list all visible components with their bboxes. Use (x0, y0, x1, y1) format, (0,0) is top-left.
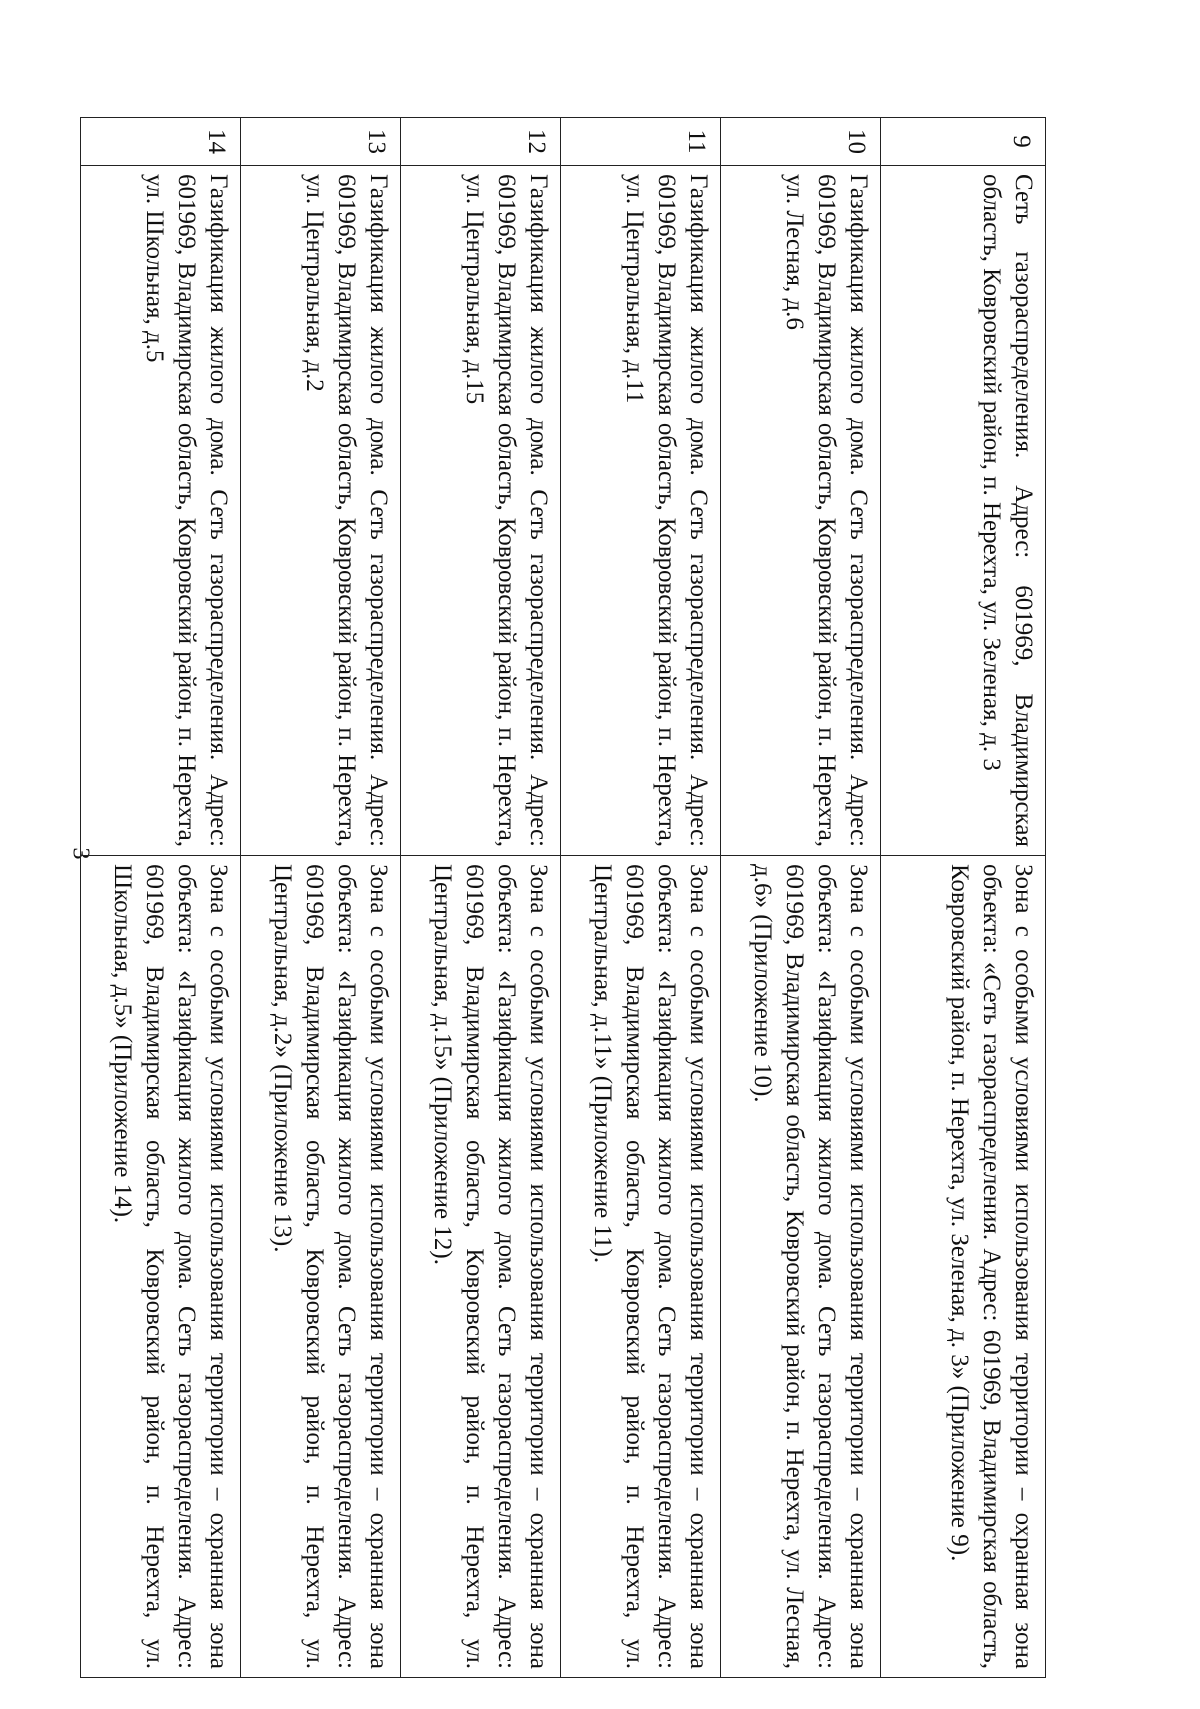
zones-table (80, 117, 1046, 1678)
object-description: Газификация жилого дома. Сеть газораспределения. Адрес: 601969, Владимирская область, Ковровский район, п. Нерехта, ул. Центральная, д.11 (561, 166, 721, 856)
table-row (881, 118, 1046, 1678)
row-number: 9 (881, 118, 1046, 166)
table-row (241, 118, 401, 1678)
page-number: 3 (67, 847, 94, 860)
object-description: Газификация жилого дома. Сеть газораспределения. Адрес: 601969, Владимирская область, Ковровский район, п. Нерехта, ул. Центральная, д.15 (401, 166, 561, 856)
row-number: 10 (721, 118, 881, 166)
zone-description: Зона с особыми условиями использования территории – охранная зона объекта: «Газификация жилого дома. Сеть газораспределения. Адрес: 601969, Владимирская область, Ковровский район, п. Нерехта, ул. Школьная, д.5» (Приложение 14). (81, 856, 241, 1678)
object-description: Газификация жилого дома. Сеть газораспределения. Адрес: 601969, Владимирская область, Ковровский район, п. Нерехта, ул. Центральная, д.2 (241, 166, 401, 856)
zone-description: Зона с особыми условиями использования территории – охранная зона объекта: «Газификация жилого дома. Сеть газораспределения. Адрес: 601969, Владимирская область, Ковровский район, п. Нерехта, ул. Центральная, д.11» (Приложение 11). (561, 856, 721, 1678)
row-number: 11 (561, 118, 721, 166)
zone-description: Зона с особыми условиями использования территории – охранная зона объекта: «Газификация жилого дома. Сеть газораспределения. Адрес: 601969, Владимирская область, Ковровский район, п. Нерехта, ул. Лесная, д.6» (Приложение 10). (721, 856, 881, 1678)
table-row (721, 118, 881, 1678)
zone-description: Зона с особыми условиями использования территории – охранная зона объекта: «Газификация жилого дома. Сеть газораспределения. Адрес: 601969, Владимирская область, Ковровский район, п. Нерехта, ул. Центральная, д.15» (Приложение 12). (401, 856, 561, 1678)
table-row (81, 118, 241, 1678)
object-description: Газификация жилого дома. Сеть газораспределения. Адрес: 601969, Владимирская область, Ковровский район, п. Нерехта, ул. Школьная, д.5 (81, 166, 241, 856)
table-row (561, 118, 721, 1678)
row-number: 13 (241, 118, 401, 166)
table-row (401, 118, 561, 1678)
object-description: Сеть газораспределения. Адрес: 601969, Владимирская область, Ковровский район, п. Нерехта, ул. Зеленая, д. 3 (881, 166, 1046, 856)
row-number: 12 (401, 118, 561, 166)
rotated-table-wrapper (81, 117, 1046, 1677)
zone-description: Зона с особыми условиями использования территории – охранная зона объекта: «Газификация жилого дома. Сеть газораспределения. Адрес: 601969, Владимирская область, Ковровский район, п. Нерехта, ул. Центральная, д.2» (Приложение 13). (241, 856, 401, 1678)
object-description: Газификация жилого дома. Сеть газораспределения. Адрес: 601969, Владимирская область, Ковровский район, п. Нерехта, ул. Лесная, д.6 (721, 166, 881, 856)
row-number: 14 (81, 118, 241, 166)
zone-description: Зона с особыми условиями использования территории – охранная зона объекта: «Сеть газораспределения. Адрес: 601969, Владимирская область, Ковровский район, п. Нерехта, ул. Зеленая, д. 3» (Приложение 9). (881, 856, 1046, 1678)
